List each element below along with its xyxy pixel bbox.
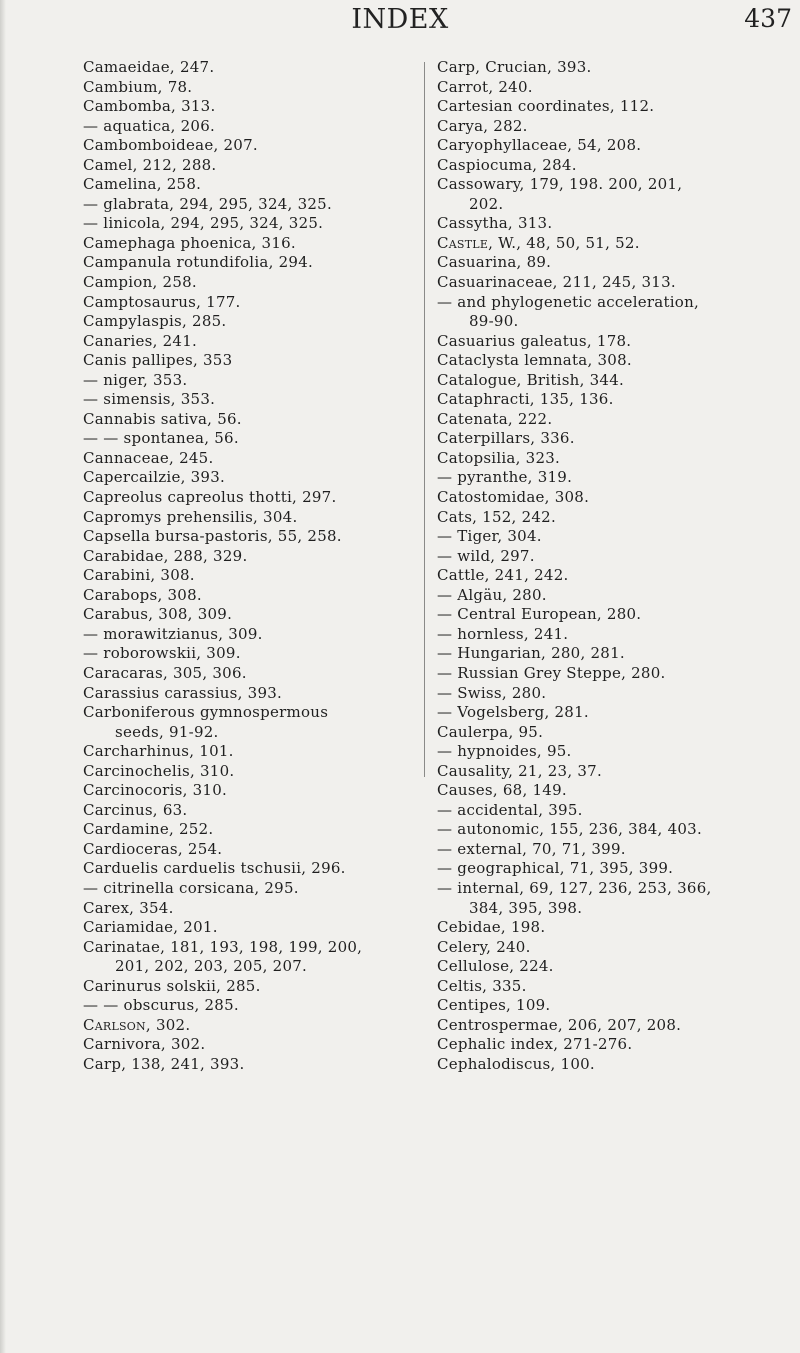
index-entry (437, 586, 799, 606)
index-entry-text: Carya, 282. (437, 116, 528, 135)
index-entry (83, 410, 408, 430)
index-entry (83, 859, 408, 879)
index-entry (437, 644, 799, 664)
index-entry-text: — roborowskii, 309. (83, 644, 241, 663)
index-entry-text: Cephalodiscus, 100. (437, 1054, 595, 1073)
index-entry-text: Castle, W., 48, 50, 51, 52. (437, 233, 640, 252)
index-entry (437, 703, 799, 723)
index-entry-text: Catalogue, British, 344. (437, 370, 625, 389)
index-entry-continuation: 202. (469, 194, 504, 213)
index-entry (437, 566, 799, 586)
index-entry (437, 351, 799, 371)
index-entry-text: Carp, 138, 241, 393. (83, 1054, 245, 1073)
index-entry-text: — geographical, 71, 395, 399. (437, 859, 674, 878)
index-entry (83, 781, 408, 801)
index-entry (437, 371, 799, 391)
index-entry-text: Carcharhinus, 101. (83, 742, 234, 761)
index-entry (437, 136, 799, 156)
index-entry-text: Cambomboideae, 207. (83, 136, 258, 155)
index-entry (83, 527, 408, 547)
index-entry-text: Cambium, 78. (83, 77, 193, 96)
index-entry (83, 175, 408, 195)
index-entry-text: Cardioceras, 254. (83, 839, 223, 858)
index-entry-text: Camptosaurus, 177. (83, 292, 241, 311)
index-entry (83, 97, 408, 117)
index-entry (437, 234, 799, 254)
index-entry (83, 136, 408, 156)
index-entry (437, 527, 799, 547)
index-entry-text: Catenata, 222. (437, 409, 553, 428)
index-entry-text: — hornless, 241. (437, 624, 569, 643)
index-entry (437, 508, 799, 528)
index-entry-text: Cephalic index, 271-276. (437, 1035, 633, 1054)
index-entry-text: — Swiss, 280. (437, 683, 547, 702)
index-entry-text: Cataphracti, 135, 136. (437, 390, 614, 409)
index-entry-text: Cardamine, 252. (83, 820, 214, 839)
index-entry-text: Cassowary, 179, 198. 200, 201, (437, 175, 683, 194)
index-entry (437, 97, 799, 117)
index-entry-text: Casuarinaceae, 211, 245, 313. (437, 273, 676, 292)
index-entry-text: — Hungarian, 280, 281. (437, 644, 625, 663)
index-entry-text: Centrospermae, 206, 207, 208. (437, 1015, 682, 1034)
index-entry (437, 273, 799, 293)
index-entry (83, 840, 408, 860)
index-entry (437, 78, 799, 98)
index-entry (83, 1055, 408, 1075)
index-entry-text: — accidental, 395. (437, 800, 583, 819)
index-entry-text: Cariamidae, 201. (83, 918, 218, 937)
index-entry-text: Campion, 258. (83, 273, 197, 292)
index-entry-text: Carrot, 240. (437, 77, 533, 96)
index-entry (83, 468, 408, 488)
index-entry-text: — — obscurus, 285. (83, 996, 239, 1015)
index-entry (83, 605, 408, 625)
index-entry (437, 293, 799, 332)
index-entry-text: Carduelis carduelis tschusii, 296. (83, 859, 346, 878)
index-entry (83, 312, 408, 332)
index-entry (83, 390, 408, 410)
index-entry (83, 429, 408, 449)
index-entry (83, 58, 408, 78)
index-entry (437, 214, 799, 234)
index-entry (83, 684, 408, 704)
index-entry-text: — niger, 353. (83, 370, 188, 389)
index-entry-text: Causality, 21, 23, 37. (437, 761, 602, 780)
index-entry-text: — and phylogenetic acceleration, (437, 292, 700, 311)
index-entry (437, 468, 799, 488)
index-entry-text: Celery, 240. (437, 937, 531, 956)
index-entry-continuation: 201, 202, 203, 205, 207. (115, 957, 308, 976)
index-entry (83, 351, 408, 371)
page-header (0, 4, 800, 40)
index-entry (83, 801, 408, 821)
index-entry-text: Cebidae, 198. (437, 918, 546, 937)
index-entry-text: Carex, 354. (83, 898, 174, 917)
index-entry (83, 625, 408, 645)
index-entry-text: Carinatae, 181, 193, 198, 199, 200, (83, 937, 363, 956)
index-entry-text: — Central European, 280. (437, 605, 642, 624)
index-entry (83, 918, 408, 938)
index-entry (83, 762, 408, 782)
index-entry (437, 253, 799, 273)
index-entry-text: Canis pallipes, 353 (83, 351, 233, 370)
index-entry (83, 1035, 408, 1055)
index-entry-text: — linicola, 294, 295, 324, 325. (83, 214, 324, 233)
index-entry (437, 820, 799, 840)
page-title: INDEX (351, 4, 449, 35)
index-entry-text: Capromys prehensilis, 304. (83, 507, 298, 526)
index-entry-text: Carcinocoris, 310. (83, 781, 228, 800)
index-entry-text: Cambomba, 313. (83, 97, 216, 116)
index-entry-text: Carabops, 308. (83, 585, 202, 604)
index-entry-text: Carp, Crucian, 393. (437, 58, 592, 76)
index-entry-text: Camelina, 258. (83, 175, 202, 194)
index-entry (83, 449, 408, 469)
index-entry (83, 742, 408, 762)
index-entry (83, 234, 408, 254)
index-entry-text: Capsella bursa-pastoris, 55, 258. (83, 527, 342, 546)
index-entry-text: Carlson, 302. (83, 1015, 191, 1034)
index-entry-text: Centipes, 109. (437, 996, 551, 1015)
index-entry-text: Carabus, 308, 309. (83, 605, 233, 624)
index-entry-text: — pyranthe, 319. (437, 468, 573, 487)
index-entry-text: — Algäu, 280. (437, 585, 547, 604)
index-entry (437, 175, 799, 214)
index-entry (437, 664, 799, 684)
index-entry (437, 840, 799, 860)
index-entry (83, 566, 408, 586)
index-entry (437, 684, 799, 704)
index-entry (83, 996, 408, 1016)
index-entry (437, 429, 799, 449)
index-entry-text: Cellulose, 224. (437, 957, 554, 976)
index-entry-text: Causes, 68, 149. (437, 781, 567, 800)
index-entry-text: Cattle, 241, 242. (437, 566, 569, 585)
index-entry-text: Canaries, 241. (83, 331, 198, 350)
index-entry (437, 332, 799, 352)
index-entry (83, 938, 408, 977)
index-entry (437, 547, 799, 567)
index-entry-text: Caulerpa, 95. (437, 722, 544, 741)
index-entry-continuation: 384, 395, 398. (469, 898, 583, 917)
index-entry-text: Cats, 152, 242. (437, 507, 556, 526)
index-entry (83, 214, 408, 234)
index-entry-text: Carinurus solskii, 285. (83, 976, 261, 995)
index-entry-text: Cartesian coordinates, 112. (437, 97, 655, 116)
index-entry (83, 332, 408, 352)
index-entry-text: Cassytha, 313. (437, 214, 553, 233)
index-entry (83, 547, 408, 567)
index-entry-text: Carassius carassius, 393. (83, 683, 283, 702)
index-entry-text: — simensis, 353. (83, 390, 216, 409)
index-entry-text: Celtis, 335. (437, 976, 527, 995)
index-entry (437, 977, 799, 997)
index-entry-text: Caspiocuma, 284. (437, 155, 577, 174)
index-entry (437, 1016, 799, 1036)
index-entry-text: Caryophyllaceae, 54, 208. (437, 136, 642, 155)
index-entry (437, 390, 799, 410)
index-entry (83, 899, 408, 919)
index-entry (437, 996, 799, 1016)
index-entry-text: — wild, 297. (437, 546, 535, 565)
index-entry (437, 156, 799, 176)
index-entry (83, 78, 408, 98)
index-entry-text: Camel, 212, 288. (83, 155, 217, 174)
index-entry-text: Caracaras, 305, 306. (83, 663, 247, 682)
page-edge-shadow (0, 0, 6, 1353)
index-entry (83, 117, 408, 137)
index-entry (437, 625, 799, 645)
index-entry (437, 859, 799, 879)
index-entry (437, 742, 799, 762)
index-entry (83, 488, 408, 508)
index-entry-text: Campylaspis, 285. (83, 312, 227, 331)
index-entry-text: Carboniferous gymnospermous (83, 703, 329, 722)
index-entry (437, 938, 799, 958)
index-entry (437, 879, 799, 918)
index-entry (83, 703, 408, 742)
index-entry (83, 253, 408, 273)
index-entry (83, 879, 408, 899)
index-column-right (437, 58, 799, 1074)
index-entry-text: Casuarina, 89. (437, 253, 552, 272)
index-entry-continuation: 89-90. (469, 312, 519, 331)
index-entry-text: Cataclysta lemnata, 308. (437, 351, 632, 370)
index-entry (83, 293, 408, 313)
index-entry-text: Camaeidae, 247. (83, 58, 215, 76)
index-entry-text: Casuarius galeatus, 178. (437, 331, 632, 350)
index-entry-text: Capreolus capreolus thotti, 297. (83, 488, 337, 507)
index-entry (83, 977, 408, 997)
index-entry (437, 762, 799, 782)
index-entry-text: Carabini, 308. (83, 566, 195, 585)
index-entry (83, 586, 408, 606)
index-column-left (83, 58, 408, 1074)
index-entry-text: Carcinochelis, 310. (83, 761, 235, 780)
index-entry (437, 117, 799, 137)
index-entry-text: — autonomic, 155, 236, 384, 403. (437, 820, 702, 839)
index-entry-text: — external, 70, 71, 399. (437, 839, 626, 858)
index-entry-continuation: seeds, 91-92. (115, 722, 219, 741)
index-entry-text: Catostomidae, 308. (437, 488, 590, 507)
index-entry (83, 273, 408, 293)
index-entry (437, 957, 799, 977)
index-entry (437, 58, 799, 78)
index-entry-text: Cannabis sativa, 56. (83, 409, 242, 428)
index-entry (83, 156, 408, 176)
index-entry-text: — Russian Grey Steppe, 280. (437, 663, 666, 682)
index-entry (83, 644, 408, 664)
index-entry (437, 410, 799, 430)
index-entry-text: — internal, 69, 127, 236, 253, 366, (437, 878, 712, 897)
index-entry (437, 1035, 799, 1055)
index-entry (83, 195, 408, 215)
index-entry (83, 1016, 408, 1036)
index-entry-text: — glabrata, 294, 295, 324, 325. (83, 194, 332, 213)
index-entry-text: Camephaga phoenica, 316. (83, 233, 296, 252)
column-divider (424, 62, 425, 777)
index-entry-text: Carcinus, 63. (83, 800, 188, 819)
index-entry-text: — aquatica, 206. (83, 116, 216, 135)
index-entry (437, 801, 799, 821)
index-entry (437, 918, 799, 938)
index-entry-text: Capercailzie, 393. (83, 468, 226, 487)
index-entry-text: — citrinella corsicana, 295. (83, 878, 299, 897)
index-entry (83, 820, 408, 840)
index-entry-text: Catopsilia, 323. (437, 448, 561, 467)
index-entry-text: Caterpillars, 336. (437, 429, 575, 448)
index-entry (83, 371, 408, 391)
index-entry (437, 449, 799, 469)
index-entry-text: — Vogelsberg, 281. (437, 703, 589, 722)
index-entry-text: Campanula rotundifolia, 294. (83, 253, 314, 272)
index-entry-text: — — spontanea, 56. (83, 429, 239, 448)
page-number: 437 (744, 4, 792, 33)
index-entry (83, 508, 408, 528)
index-entry (437, 605, 799, 625)
index-entry-text: Carabidae, 288, 329. (83, 546, 248, 565)
index-entry (437, 781, 799, 801)
index-entry (437, 488, 799, 508)
index-entry (83, 664, 408, 684)
index-entry-text: — morawitzianus, 309. (83, 624, 263, 643)
index-entry (437, 723, 799, 743)
index-entry-text: — hypnoides, 95. (437, 742, 572, 761)
index-entry (437, 1055, 799, 1075)
index-entry-text: — Tiger, 304. (437, 527, 542, 546)
index-entry-text: Cannaceae, 245. (83, 448, 214, 467)
index-entry-text: Carnivora, 302. (83, 1035, 206, 1054)
